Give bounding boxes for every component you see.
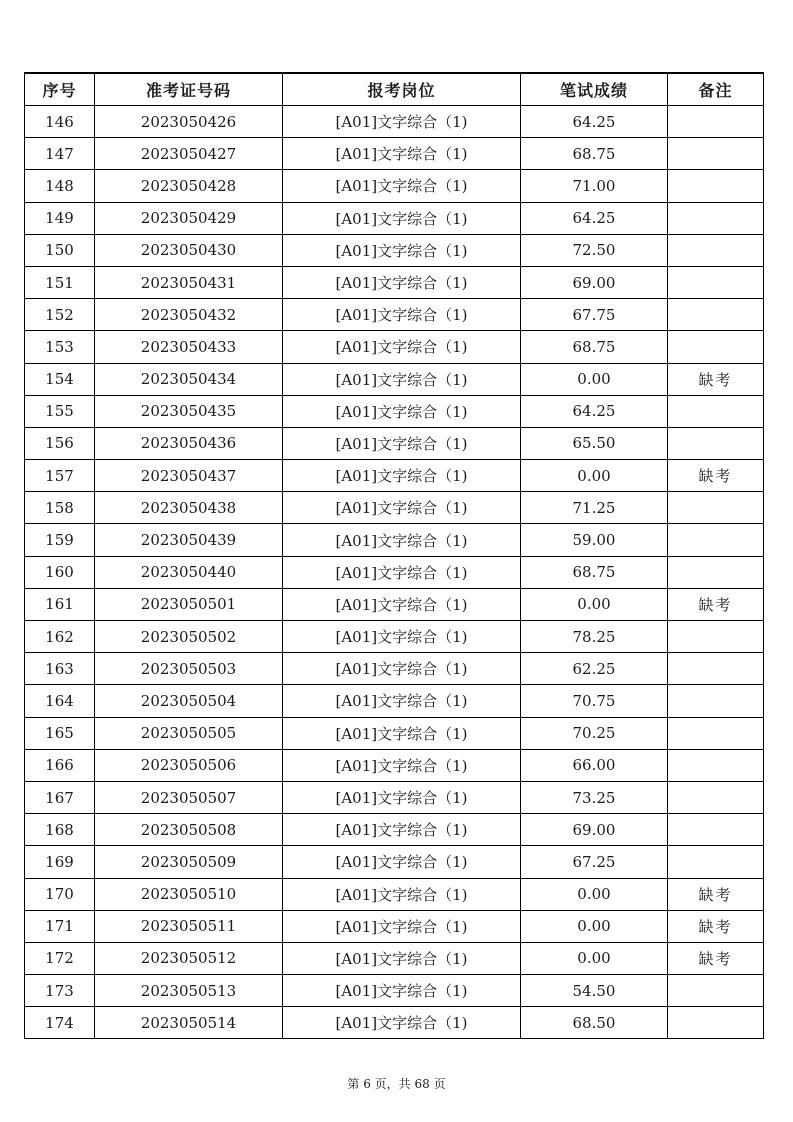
cell-exam-number: 2023050428 <box>95 170 283 202</box>
cell-index: 155 <box>25 395 95 427</box>
table-row <box>25 299 764 331</box>
cell-score: 70.75 <box>521 685 668 717</box>
cell-remark: 缺考 <box>668 878 764 910</box>
table-row <box>25 717 764 749</box>
cell-remark: 缺考 <box>668 588 764 620</box>
cell-index: 160 <box>25 556 95 588</box>
cell-remark <box>668 138 764 170</box>
cell-position: [A01]文字综合（1) <box>283 427 521 459</box>
table-row <box>25 910 764 942</box>
cell-position: [A01]文字综合（1) <box>283 685 521 717</box>
cell-position: [A01]文字综合（1) <box>283 846 521 878</box>
cell-score: 71.00 <box>521 170 668 202</box>
table-row <box>25 106 764 138</box>
cell-score: 59.00 <box>521 524 668 556</box>
cell-index: 166 <box>25 749 95 781</box>
cell-index: 169 <box>25 846 95 878</box>
cell-index: 164 <box>25 685 95 717</box>
cell-position: [A01]文字综合（1) <box>283 363 521 395</box>
cell-remark <box>668 846 764 878</box>
cell-index: 170 <box>25 878 95 910</box>
cell-exam-number: 2023050437 <box>95 460 283 492</box>
cell-position: [A01]文字综合（1) <box>283 717 521 749</box>
cell-index: 147 <box>25 138 95 170</box>
cell-exam-number: 2023050436 <box>95 427 283 459</box>
table-row <box>25 653 764 685</box>
page-number: 第 6 页，共 68 页 <box>347 1077 446 1091</box>
cell-remark <box>668 749 764 781</box>
cell-remark <box>668 1007 764 1039</box>
cell-index: 163 <box>25 653 95 685</box>
cell-exam-number: 2023050509 <box>95 846 283 878</box>
cell-position: [A01]文字综合（1) <box>283 942 521 974</box>
table-header <box>25 73 764 106</box>
cell-position: [A01]文字综合（1) <box>283 749 521 781</box>
cell-position: [A01]文字综合（1) <box>283 1007 521 1039</box>
cell-index: 159 <box>25 524 95 556</box>
table-row <box>25 395 764 427</box>
cell-index: 151 <box>25 266 95 298</box>
cell-score: 68.75 <box>521 138 668 170</box>
table-row <box>25 975 764 1007</box>
cell-score: 65.50 <box>521 427 668 459</box>
cell-index: 154 <box>25 363 95 395</box>
cell-remark: 缺考 <box>668 910 764 942</box>
cell-position: [A01]文字综合（1) <box>283 299 521 331</box>
cell-score: 78.25 <box>521 621 668 653</box>
table-row <box>25 588 764 620</box>
cell-index: 162 <box>25 621 95 653</box>
table-row <box>25 460 764 492</box>
cell-position: [A01]文字综合（1) <box>283 588 521 620</box>
cell-position: [A01]文字综合（1) <box>283 975 521 1007</box>
header-exam-number: 准考证号码 <box>95 73 283 106</box>
cell-remark <box>668 524 764 556</box>
cell-position: [A01]文字综合（1) <box>283 202 521 234</box>
table-row <box>25 621 764 653</box>
header-row <box>25 73 764 106</box>
cell-index: 172 <box>25 942 95 974</box>
cell-index: 165 <box>25 717 95 749</box>
cell-position: [A01]文字综合（1) <box>283 910 521 942</box>
cell-index: 173 <box>25 975 95 1007</box>
cell-exam-number: 2023050514 <box>95 1007 283 1039</box>
cell-position: [A01]文字综合（1) <box>283 331 521 363</box>
cell-score: 62.25 <box>521 653 668 685</box>
cell-remark: 缺考 <box>668 363 764 395</box>
cell-remark <box>668 814 764 846</box>
cell-exam-number: 2023050438 <box>95 492 283 524</box>
cell-remark <box>668 781 764 813</box>
cell-exam-number: 2023050430 <box>95 234 283 266</box>
cell-position: [A01]文字综合（1) <box>283 524 521 556</box>
cell-position: [A01]文字综合（1) <box>283 556 521 588</box>
header-index: 序号 <box>25 73 95 106</box>
cell-remark <box>668 556 764 588</box>
cell-exam-number: 2023050505 <box>95 717 283 749</box>
cell-remark <box>668 427 764 459</box>
cell-exam-number: 2023050431 <box>95 266 283 298</box>
cell-position: [A01]文字综合（1) <box>283 781 521 813</box>
cell-exam-number: 2023050507 <box>95 781 283 813</box>
cell-score: 67.75 <box>521 299 668 331</box>
cell-remark <box>668 975 764 1007</box>
cell-exam-number: 2023050510 <box>95 878 283 910</box>
table-row <box>25 331 764 363</box>
cell-position: [A01]文字综合（1) <box>283 814 521 846</box>
cell-index: 158 <box>25 492 95 524</box>
cell-index: 146 <box>25 106 95 138</box>
table-row <box>25 556 764 588</box>
cell-remark: 缺考 <box>668 942 764 974</box>
cell-exam-number: 2023050513 <box>95 975 283 1007</box>
cell-index: 157 <box>25 460 95 492</box>
cell-exam-number: 2023050511 <box>95 910 283 942</box>
cell-position: [A01]文字综合（1) <box>283 653 521 685</box>
table-row <box>25 138 764 170</box>
cell-position: [A01]文字综合（1) <box>283 266 521 298</box>
table-row <box>25 814 764 846</box>
table-row <box>25 942 764 974</box>
cell-score: 64.25 <box>521 202 668 234</box>
cell-score: 0.00 <box>521 460 668 492</box>
cell-index: 167 <box>25 781 95 813</box>
table-row <box>25 427 764 459</box>
cell-exam-number: 2023050512 <box>95 942 283 974</box>
cell-remark <box>668 266 764 298</box>
cell-exam-number: 2023050440 <box>95 556 283 588</box>
table-row <box>25 685 764 717</box>
cell-remark <box>668 685 764 717</box>
cell-score: 71.25 <box>521 492 668 524</box>
cell-remark <box>668 170 764 202</box>
cell-position: [A01]文字综合（1) <box>283 234 521 266</box>
cell-exam-number: 2023050506 <box>95 749 283 781</box>
cell-score: 73.25 <box>521 781 668 813</box>
cell-index: 148 <box>25 170 95 202</box>
cell-exam-number: 2023050501 <box>95 588 283 620</box>
cell-remark <box>668 202 764 234</box>
table-row <box>25 846 764 878</box>
cell-score: 0.00 <box>521 910 668 942</box>
table-row <box>25 202 764 234</box>
cell-index: 150 <box>25 234 95 266</box>
table-row <box>25 492 764 524</box>
cell-position: [A01]文字综合（1) <box>283 878 521 910</box>
cell-exam-number: 2023050508 <box>95 814 283 846</box>
cell-remark <box>668 621 764 653</box>
cell-score: 67.25 <box>521 846 668 878</box>
cell-exam-number: 2023050426 <box>95 106 283 138</box>
cell-position: [A01]文字综合（1) <box>283 621 521 653</box>
table-row <box>25 1007 764 1039</box>
cell-exam-number: 2023050439 <box>95 524 283 556</box>
table-row <box>25 781 764 813</box>
cell-index: 153 <box>25 331 95 363</box>
cell-score: 0.00 <box>521 942 668 974</box>
header-position: 报考岗位 <box>283 73 521 106</box>
cell-exam-number: 2023050433 <box>95 331 283 363</box>
score-table <box>24 72 764 1039</box>
cell-remark <box>668 717 764 749</box>
cell-score: 68.75 <box>521 331 668 363</box>
table-row <box>25 363 764 395</box>
cell-score: 72.50 <box>521 234 668 266</box>
cell-index: 168 <box>25 814 95 846</box>
table-body <box>25 106 764 1039</box>
cell-position: [A01]文字综合（1) <box>283 106 521 138</box>
cell-remark <box>668 395 764 427</box>
cell-index: 161 <box>25 588 95 620</box>
cell-score: 64.25 <box>521 106 668 138</box>
cell-position: [A01]文字综合（1) <box>283 492 521 524</box>
cell-score: 68.75 <box>521 556 668 588</box>
cell-exam-number: 2023050435 <box>95 395 283 427</box>
cell-exam-number: 2023050502 <box>95 621 283 653</box>
cell-score: 64.25 <box>521 395 668 427</box>
cell-exam-number: 2023050429 <box>95 202 283 234</box>
cell-remark <box>668 234 764 266</box>
table-row <box>25 234 764 266</box>
cell-remark <box>668 492 764 524</box>
cell-index: 174 <box>25 1007 95 1039</box>
cell-exam-number: 2023050427 <box>95 138 283 170</box>
cell-index: 171 <box>25 910 95 942</box>
cell-score: 70.25 <box>521 717 668 749</box>
cell-remark <box>668 106 764 138</box>
table-row <box>25 878 764 910</box>
cell-remark <box>668 299 764 331</box>
cell-exam-number: 2023050432 <box>95 299 283 331</box>
cell-score: 0.00 <box>521 878 668 910</box>
cell-index: 152 <box>25 299 95 331</box>
cell-remark: 缺考 <box>668 460 764 492</box>
header-score: 笔试成绩 <box>521 73 668 106</box>
table-row <box>25 524 764 556</box>
cell-score: 0.00 <box>521 363 668 395</box>
table-row <box>25 170 764 202</box>
cell-score: 66.00 <box>521 749 668 781</box>
cell-index: 156 <box>25 427 95 459</box>
table-row <box>25 749 764 781</box>
cell-remark <box>668 653 764 685</box>
cell-position: [A01]文字综合（1) <box>283 395 521 427</box>
cell-score: 68.50 <box>521 1007 668 1039</box>
cell-score: 69.00 <box>521 266 668 298</box>
cell-score: 0.00 <box>521 588 668 620</box>
cell-exam-number: 2023050434 <box>95 363 283 395</box>
cell-score: 54.50 <box>521 975 668 1007</box>
cell-exam-number: 2023050503 <box>95 653 283 685</box>
table-row <box>25 266 764 298</box>
cell-position: [A01]文字综合（1) <box>283 138 521 170</box>
cell-score: 69.00 <box>521 814 668 846</box>
cell-position: [A01]文字综合（1) <box>283 170 521 202</box>
cell-remark <box>668 331 764 363</box>
header-remark: 备注 <box>668 73 764 106</box>
cell-position: [A01]文字综合（1) <box>283 460 521 492</box>
cell-index: 149 <box>25 202 95 234</box>
cell-exam-number: 2023050504 <box>95 685 283 717</box>
